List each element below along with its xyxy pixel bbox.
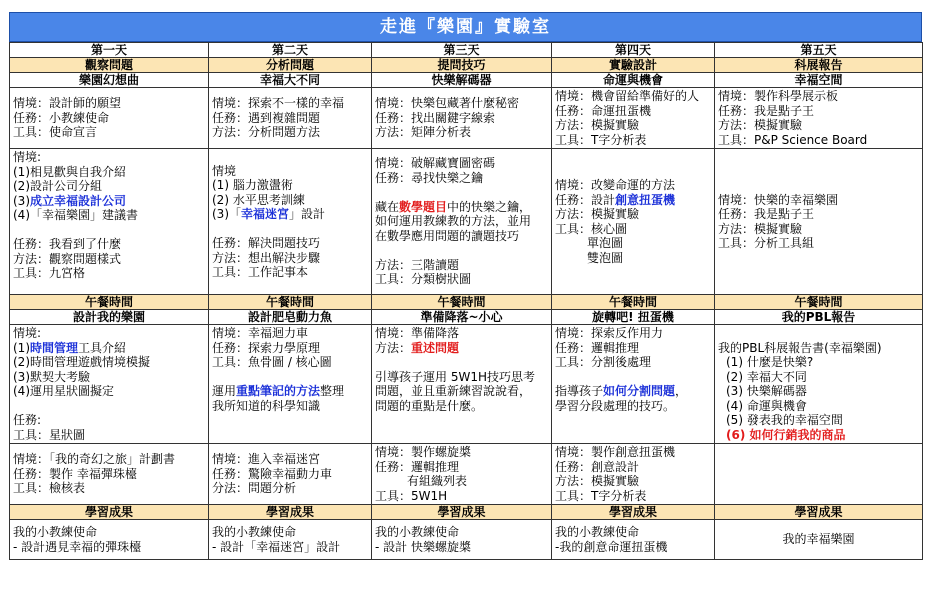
s1-d1-line: 情境：設計師的願望 [13, 96, 122, 111]
s2-d4-line: 單泡圖 [587, 236, 624, 250]
outcome-line: 我的小教練使命 [375, 525, 460, 539]
s2-d1-line: (2)設計公司分組 [13, 179, 102, 193]
session-4-row [10, 444, 923, 505]
day-2-afternoon-title: 設計肥皂動力魚 [209, 310, 372, 325]
day-2-lunch: 午餐時間 [209, 295, 372, 310]
s3-d4-spacer [555, 370, 711, 385]
outcome-label-row [10, 505, 923, 520]
s3-d1-highlight: 時間管理 [30, 340, 79, 355]
day-header-row [10, 43, 923, 58]
s3-d1-line: 工具：星狀圖 [13, 427, 86, 442]
day-4-header: 第四天 [552, 43, 715, 58]
day-5-lunch: 午餐時間 [715, 295, 923, 310]
s2-d4-line: 雙泡圖 [587, 250, 624, 265]
session-1-day-3-cell [372, 88, 552, 149]
s2-d4-line [555, 193, 711, 208]
s1-d5-line: 工具：P&P Science Board [718, 132, 868, 147]
lunch-row [10, 295, 923, 310]
s3-d2-line [212, 384, 368, 399]
day-1-subtheme: 樂園幻想曲 [10, 73, 209, 88]
session-3-day-1-cell [10, 325, 209, 444]
s1-d3-line: 任務：找出關鍵字線索 [375, 110, 496, 125]
s4-d4-line: 情境：製作創意扭蛋機 [555, 445, 676, 459]
day-1-afternoon-title: 設計我的樂園 [10, 310, 209, 325]
session-4-day-1-cell [10, 444, 209, 505]
outcome-line: - 設計遇見幸福的彈珠檯 [13, 539, 142, 554]
s3-d1-spacer [13, 399, 205, 414]
day-5-outcome [715, 520, 923, 560]
s2-d4-line: 情境：改變命運的方法 [555, 178, 676, 192]
s2-d1-line: 任務：我看到了什麼 [13, 237, 122, 251]
s3-d4-text: 指導孩子 [555, 384, 604, 398]
day-3-outcome [372, 520, 552, 560]
s2-d2-line: (1) 腦力激盪術 [212, 178, 293, 192]
outcome-line: 我的小教練使命 [555, 525, 640, 539]
s4-d3-line: 情境：製作螺旋槳 [375, 445, 472, 459]
s4-d1-line: 任務：製作 幸福彈珠檯 [13, 466, 137, 481]
s1-d5-line: 任務：我是點子王 [718, 103, 815, 118]
s1-d4-line: 方法：模擬實驗 [555, 118, 640, 132]
s4-d2-line: 任務：驚險幸福動力車 [212, 466, 333, 481]
s1-d5-line: 情境：製作科學展示板 [718, 89, 839, 103]
s2-d3-text: 藏在 [375, 199, 400, 214]
s1-d3-line: 情境：快樂包藏著什麼秘密 [375, 96, 520, 111]
afternoon-title-row [10, 310, 923, 325]
s1-d1-line: 工具：使命宣言 [13, 125, 98, 140]
s3-d4-line [555, 384, 711, 399]
s4-d1-line: 情境：「我的奇幻之旅」計劃書 [13, 452, 176, 467]
s2-d4-line: 工具：核心圖 [555, 221, 628, 236]
s1-d2-line: 方法：分析問題方法 [212, 125, 321, 140]
s3-d3-line [375, 341, 548, 356]
session-4-day-3-cell [372, 444, 552, 505]
s1-d4-line: 情境：機會留給準備好的人 [555, 89, 700, 103]
day-5-afternoon-title: 我的PBL報告 [715, 310, 923, 325]
s1-d4-line: 工具：T字分析表 [555, 132, 647, 147]
s3-d3-spacer [375, 355, 548, 370]
session-3-day-5-cell [715, 325, 923, 444]
day-5-theme: 科展報告 [715, 58, 923, 73]
s2-d1-line: (1)相見歡與自我介紹 [13, 164, 126, 179]
session-2-day-2-cell [209, 149, 372, 295]
s2-d1-line: 情境: [13, 150, 42, 164]
s2-d2-line: 方法：想出解決步驟 [212, 250, 321, 265]
s3-d5-line: (1) 什麼是快樂? [726, 355, 814, 369]
outcome-line: 我的小教練使命 [13, 525, 98, 539]
s3-d4-line: 學習分段處理的技巧。 [555, 398, 676, 413]
s1-d1-line: 任務：小教練使命 [13, 110, 110, 125]
session-3-day-3-cell [372, 325, 552, 444]
day-1-lunch: 午餐時間 [10, 295, 209, 310]
s3-d4-line: 工具：分割後處理 [555, 355, 652, 369]
day-3-theme: 提問技巧 [372, 58, 552, 73]
s2-d2-line: (2) 水平思考訓練 [212, 192, 305, 207]
day-4-outcome-label: 學習成果 [552, 505, 715, 520]
day-2-outcome-label: 學習成果 [209, 505, 372, 520]
outcome-line: - 設計「幸福迷宮」設計 [212, 539, 341, 554]
outcome-line: 我的小教練使命 [212, 525, 297, 539]
s2-d1-line: (4)「幸福樂園」建議書 [13, 208, 138, 222]
s2-d1-line [13, 194, 205, 209]
s4-d4-line: 工具：T字分析表 [555, 488, 647, 503]
s3-d5-highlight: (6) 如何行銷我的商品 [726, 427, 846, 442]
s4-d1-line: 工具：檢核表 [13, 481, 86, 496]
day-5-header: 第五天 [715, 43, 923, 58]
schedule-table [9, 42, 923, 560]
s2-d2-text: 」設計 [289, 207, 326, 221]
s1-d2-line: 情境：探索不一樣的幸福 [212, 96, 345, 111]
session-4-day-4-cell [552, 444, 715, 505]
s1-d4-line: 任務：命運扭蛋機 [555, 103, 652, 118]
day-4-lunch: 午餐時間 [552, 295, 715, 310]
day-3-subtheme: 快樂解碼器 [372, 73, 552, 88]
outcome-line: 我的幸福樂園 [782, 532, 855, 547]
s3-d4-text: ， [675, 384, 688, 398]
day-2-outcome [209, 520, 372, 560]
s3-d2-text: 運用 [212, 384, 237, 398]
s1-d5-line: 方法：模擬實驗 [718, 118, 803, 132]
s2-d1-highlight: 成立幸福設計公司 [30, 193, 127, 208]
s3-d2-text: 整理 [320, 384, 345, 398]
s3-d2-line: 情境：幸福迴力車 [212, 326, 309, 340]
session-3-day-4-cell [552, 325, 715, 444]
s2-d3-line: 方法：三階讀題 [375, 257, 460, 272]
s2-d4-text: 任務：設計 [555, 192, 616, 207]
s3-d1-text: 工具介紹 [78, 340, 127, 355]
session-4-day-5-cell [715, 444, 923, 505]
s1-d2-line: 任務：遇到複雜問題 [212, 110, 321, 125]
session-2-row [10, 149, 923, 295]
day-1-header: 第一天 [10, 43, 209, 58]
s2-d2-line: 任務：解決問題技巧 [212, 236, 321, 250]
theme-row [10, 58, 923, 73]
session-1-day-4-cell [552, 88, 715, 149]
session-3-row [10, 325, 923, 444]
s2-d2-spacer [212, 222, 368, 237]
s2-d2-line: 工具：工作記事本 [212, 265, 309, 279]
day-1-outcome-label: 學習成果 [10, 505, 209, 520]
schedule-sheet [9, 12, 922, 560]
day-4-outcome [552, 520, 715, 560]
outcome-row [10, 520, 923, 560]
day-3-header: 第三天 [372, 43, 552, 58]
s3-d4-line: 任務：邏輯推理 [555, 340, 640, 355]
s2-d1-line: 方法：觀察問題樣式 [13, 251, 122, 266]
day-2-subtheme: 幸福大不同 [209, 73, 372, 88]
s2-d3-line: 工具：分類樹狀圖 [375, 272, 472, 287]
day-5-outcome-label: 學習成果 [715, 505, 923, 520]
s2-d4-line: 方法：模擬實驗 [555, 207, 640, 221]
session-1-day-2-cell [209, 88, 372, 149]
s3-d2-spacer [212, 370, 368, 385]
s2-d2-line [212, 207, 368, 222]
day-3-lunch: 午餐時間 [372, 295, 552, 310]
s2-d1-text: (3) [13, 193, 30, 208]
s2-d5-line: 任務：我是點子王 [718, 207, 815, 221]
s2-d5-line: 工具：分析工具組 [718, 236, 815, 250]
outcome-line: - 設計 快樂螺旋槳 [375, 539, 471, 554]
s4-d4-line: 方法：模擬實驗 [555, 474, 640, 488]
day-4-subtheme: 命運與機會 [552, 73, 715, 88]
day-1-outcome [10, 520, 209, 560]
s2-d3-line: 任務：尋找快樂之鑰 [375, 170, 484, 185]
s3-d3-line: 引導孩子運用 5W1H技巧思考 [375, 369, 535, 384]
day-4-afternoon-title: 旋轉吧! 扭蛋機 [552, 310, 715, 325]
session-2-day-3-cell [372, 149, 552, 295]
session-1-day-5-cell [715, 88, 923, 149]
s2-d1-line: 工具：九宮格 [13, 266, 86, 280]
s2-d3-line: 在數學應用問題的讀題技巧 [375, 228, 520, 243]
s3-d5-line: (5) 發表我的幸福空間 [726, 413, 843, 427]
s3-d4-line: 情境：探索反作用力 [555, 326, 664, 340]
session-2-day-4-cell [552, 149, 715, 295]
s1-d3-line: 方法：矩陣分析表 [375, 125, 472, 140]
s3-d5-spacer [718, 326, 919, 341]
s2-d3-highlight: 數學題目 [399, 199, 448, 214]
s3-d2-line: 工具：魚骨圖 / 核心圖 [212, 355, 332, 369]
s4-d3-line: 有組織列表 [407, 474, 468, 488]
s3-d3-line: 問題的重點是什麼。 [375, 398, 484, 413]
s4-d2-line: 情境：進入幸福迷宮 [212, 452, 321, 467]
s3-d5-line: (3) 快樂解碼器 [726, 384, 807, 398]
session-2-day-5-cell [715, 149, 923, 295]
day-3-outcome-label: 學習成果 [372, 505, 552, 520]
s3-d1-line [13, 341, 205, 356]
s3-d5-line: (4) 命運與機會 [726, 398, 807, 413]
s4-d3-line: 任務：邏輯推理 [375, 459, 460, 474]
session-1-row [10, 88, 923, 149]
s2-d3-spacer [375, 243, 548, 258]
s2-d5-line: 方法：模擬實驗 [718, 221, 803, 236]
s3-d5-line: 我的PBL科展報告書(幸福樂園) [718, 340, 882, 355]
s3-d1-line: 情境: [13, 326, 42, 340]
s4-d3-line: 工具：5W1H [375, 488, 448, 503]
day-4-theme: 實驗設計 [552, 58, 715, 73]
session-1-day-1-cell [10, 88, 209, 149]
session-3-day-2-cell [209, 325, 372, 444]
day-2-theme: 分析問題 [209, 58, 372, 73]
day-1-theme: 觀察問題 [10, 58, 209, 73]
s3-d2-highlight: 重點筆記的方法 [236, 384, 321, 398]
s2-d2-line: 情境 [212, 163, 237, 178]
day-3-afternoon-title: 準備降落~小心 [372, 310, 552, 325]
s3-d3-highlight: 重述問題 [411, 340, 460, 355]
s4-d4-line: 任務：創意設計 [555, 459, 640, 474]
s3-d4-highlight: 如何分割問題 [603, 384, 676, 398]
session-2-day-1-cell [10, 149, 209, 295]
s2-d3-line: 情境：破解藏寶圖密碼 [375, 156, 496, 171]
s2-d5-line: 情境：快樂的幸福樂園 [718, 192, 839, 207]
s2-d3-spacer [375, 185, 548, 200]
page-title: 走進『樂園』實驗室 [9, 12, 922, 42]
s3-d1-line: (3)默契大考驗 [13, 369, 90, 384]
s2-d2-highlight: 幸福迷宮 [241, 207, 290, 221]
day-5-subtheme: 幸福空間 [715, 73, 923, 88]
s3-d1-line: (4)運用星狀圖擬定 [13, 384, 114, 398]
s2-d2-text: (3)「 [212, 207, 241, 221]
s2-d3-line [375, 200, 548, 215]
day-2-header: 第二天 [209, 43, 372, 58]
s3-d3-line: 情境：準備降落 [375, 326, 460, 340]
session-4-day-2-cell [209, 444, 372, 505]
s3-d5-line: (2) 幸福大不同 [726, 369, 807, 384]
s2-d4-highlight: 創意扭蛋機 [615, 192, 676, 207]
s3-d3-line: 問題，並且重新練習說說看， [375, 384, 532, 398]
s3-d1-text: (1) [13, 340, 30, 355]
s4-d2-line: 分法：問題分析 [212, 481, 297, 496]
s2-d3-line: 如何運用教練教的方法，並用 [375, 214, 532, 229]
s3-d1-line: (2)時間管理遊戲情境模擬 [13, 355, 150, 369]
s3-d2-line: 我所知道的科學知識 [212, 398, 321, 413]
s3-d3-text: 方法： [375, 340, 412, 355]
s3-d2-line: 任務：探索力學原理 [212, 340, 321, 355]
outcome-line: -我的創意命運扭蛋機 [555, 539, 668, 554]
s3-d1-line: 任務: [13, 413, 42, 427]
subtheme-row [10, 73, 923, 88]
s2-d3-text: 中的快樂之鑰， [447, 199, 532, 214]
s2-d1-spacer [13, 223, 205, 238]
